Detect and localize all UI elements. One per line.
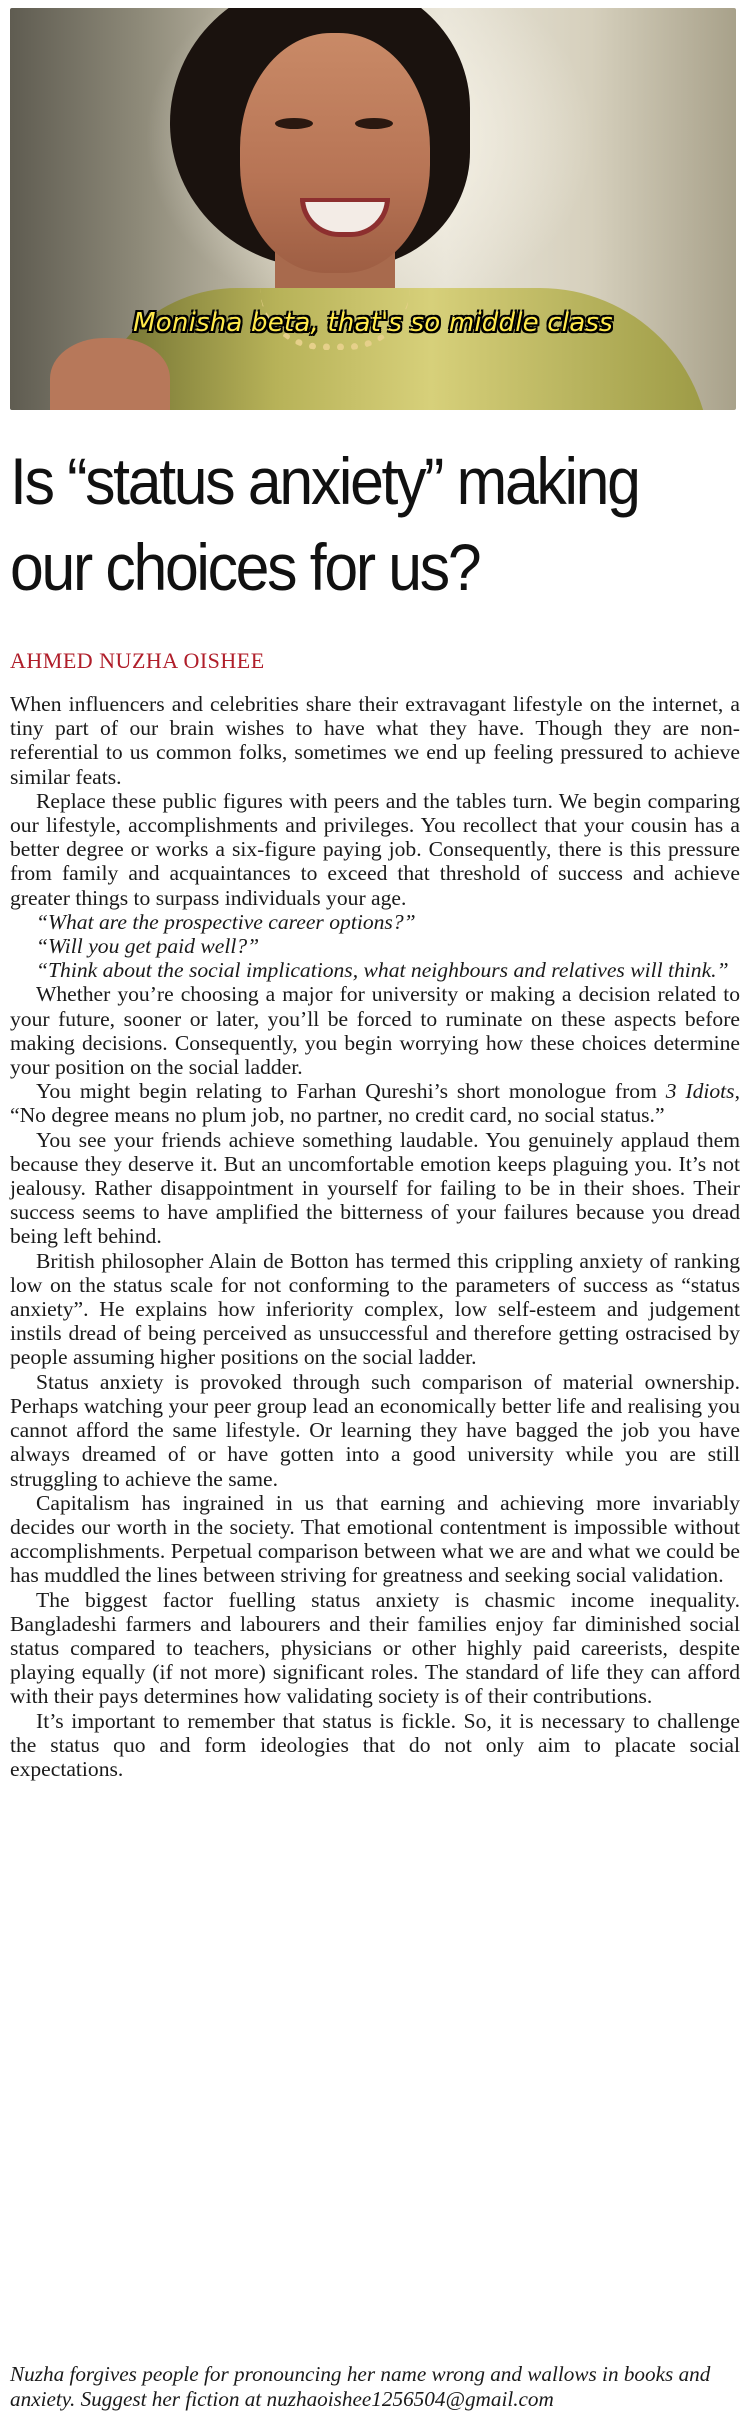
photo-hand <box>50 338 170 410</box>
headline-line-2: our choices for us? <box>10 530 480 604</box>
author-byline: AHMED NUZHA OISHEE <box>10 648 265 673</box>
paragraph: Whether you’re choosing a major for university or making a decision related to your future, sooner or later, you’ll be forced to ruminate on these aspects before making decisions. Consequently, you begin worrying how these choices determine your position on the social ladder. <box>10 982 740 1080</box>
headline <box>10 438 682 610</box>
article-body <box>10 692 740 1781</box>
paragraph: British philosopher Alain de Botton has termed this crippling anxiety of ranking low on the status scale for not conforming to the parameters of success as “status anxiety”. He explains how inferiority complex, low self-esteem and judgement instils dread of being perceived as unsuccessful and therefore getting ostracised by people assuming higher positions on the social ladder. <box>10 1248 740 1370</box>
paragraph: You see your friends achieve something laudable. You genuinely applaud them because they deserve it. But an uncomfortable emotion keeps plaguing you. It’s not jealousy. Rather disappointment in yourself for failing to be in their shoes. Their success seems to have amplified the bitterness of your failures because you dread being left behind. <box>10 1127 740 1249</box>
paragraph: Replace these public figures with peers and the tables turn. We begin comparing our lifestyle, accomplishments and privileges. You recollect that your cousin has a better degree or works a six-figure paying job. Consequently, there is this pressure from family and acquaintances to exceed that threshold of success and achieve greater things to surpass individuals your age. <box>10 788 740 910</box>
paragraph: The biggest factor fuelling status anxiety is chasmic income inequality. Bangladeshi farmers and labourers and their families enjoy far diminished social status compared to teachers, physicians or other highly paid careerists, despite playing equally (if not more) significant roles. The standard of life they can afford with their pays determines how validating society is of their contributions. <box>10 1587 740 1709</box>
paragraph <box>10 1079 740 1127</box>
film-title: 3 Idiots <box>665 1079 735 1104</box>
article-photo <box>10 8 736 410</box>
author-bio: Nuzha forgives people for pronouncing her name wrong and wallows in books and anxiety. Suggest her fiction at nuzhaoishee1256504@gmail.com <box>10 2362 711 2411</box>
paragraph-text: You might begin relating to Farhan Qureshi’s short monologue from <box>36 1079 666 1104</box>
quote: “Think about the social implications, what neighbours and relatives will think.” <box>36 958 729 983</box>
photo-eye-left <box>275 118 313 129</box>
headline-line-1: Is “status anxiety” making <box>10 444 639 518</box>
paragraph: When influencers and celebrities share their extravagant lifestyle on the internet, a tiny part of our brain wishes to have what they have. Though they are non-referential to us common folks, sometimes we end up feeling pressured to achieve similar feats. <box>10 692 740 789</box>
quote: “What are the prospective career options?” <box>36 909 416 934</box>
photo-face <box>240 33 430 273</box>
photo-caption: Monisha beta, that's so middle class <box>133 308 613 338</box>
paragraph: It’s important to remember that status is fickle. So, it is necessary to challenge the status quo and form ideologies that do not only aim to placate social expectations. <box>10 1708 740 1781</box>
paragraph-text: , “No degree means no plum job, no partner, no credit card, no social status.” <box>10 1079 740 1128</box>
paragraph: Status anxiety is provoked through such comparison of material ownership. Perhaps watching your peer group lead an economically better life and realising you cannot afford the same lifestyle. Or learning they have bagged the job you have always dreamed of or have gotten into a good university while you are still struggling to achieve the same. <box>10 1369 740 1491</box>
photo-eye-right <box>355 118 393 129</box>
quote: “Will you get paid well?” <box>36 934 260 959</box>
paragraph: Capitalism has ingrained in us that earning and achieving more invariably decides our worth in the society. That emotional contentment is impossible without accomplishments. Perpetual comparison between what we are and what we could be has muddled the lines between striving for greatness and seeking social validation. <box>10 1490 740 1588</box>
